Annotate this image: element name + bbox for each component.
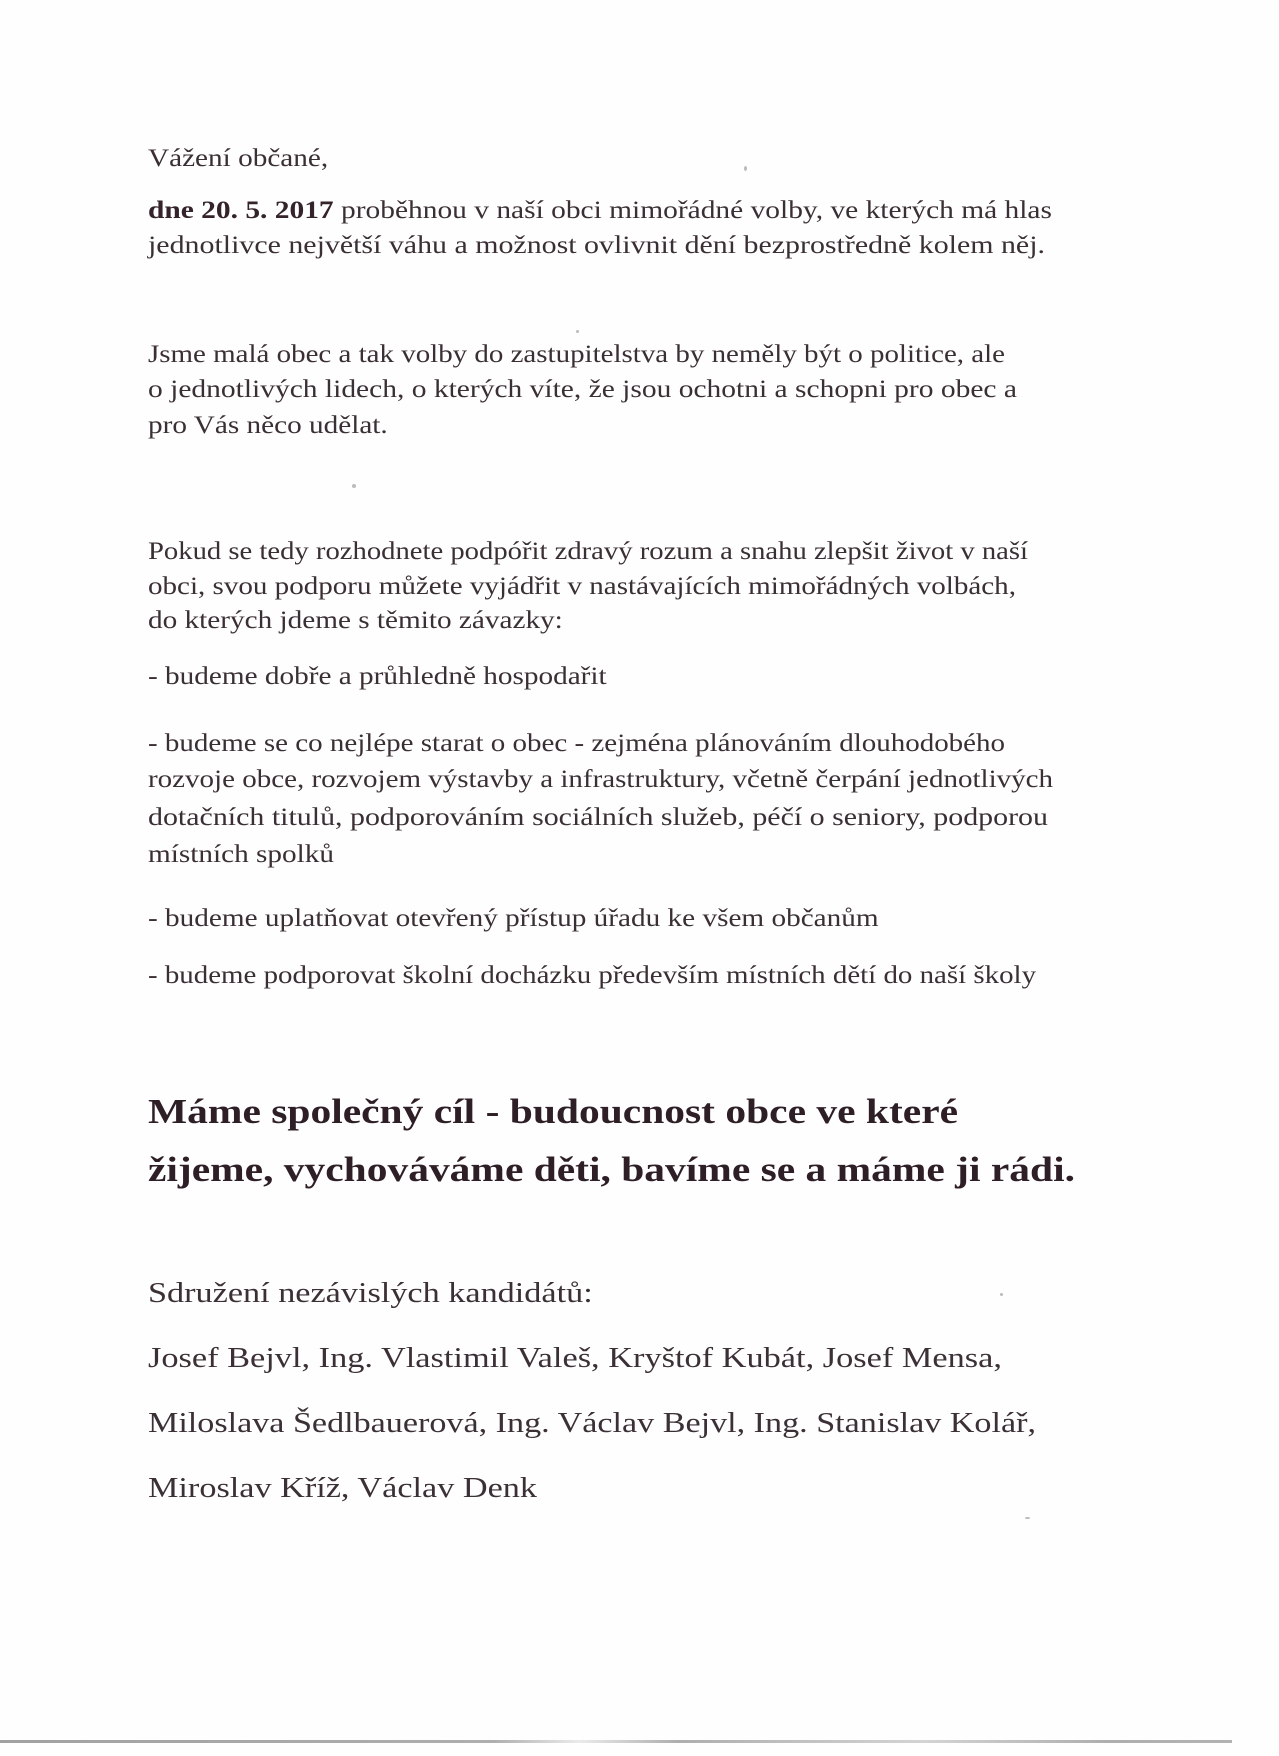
- signature-names-line-2: Miloslava Šedlbauerová, Ing. Václav Bejvl, Ing. Stanislav Kolář,: [148, 1407, 1036, 1439]
- election-date: dne 20. 5. 2017: [148, 197, 334, 224]
- intro-line-1: [148, 198, 1052, 223]
- signature-names-line-1: Josef Bejvl, Ing. Vlastimil Valeš, Kryštof Kubát, Josef Mensa,: [148, 1342, 1002, 1374]
- paragraph2-line-1: Jsme malá obec a tak volby do zastupitelstva by neměly být o politice, ale: [148, 341, 1006, 368]
- scan-speck: [576, 330, 579, 333]
- paragraph3-line-1: Pokud se tedy rozhodnete podpóřit zdravý rozum a snahu zlepšit život v naší: [148, 538, 1028, 565]
- signature-names-line-3: Miroslav Kříž, Václav Denk: [148, 1472, 537, 1504]
- paragraph3-line-2: obci, svou podporu můžete vyjádřit v nastávajících mimořádných volbách,: [148, 573, 1016, 600]
- commitment-4: - budeme podporovat školní docházku především místních dětí do naší školy: [148, 962, 1037, 989]
- intro-line-1-text: proběhnou v naší obci mimořádné volby, ve kterých má hlas: [333, 197, 1052, 224]
- commitment-1: - budeme dobře a průhledně hospodařit: [148, 663, 607, 690]
- scan-speck: [1000, 1293, 1003, 1296]
- scan-speck: [352, 484, 356, 488]
- intro-line-2: jednotlivce největší váhu a možnost ovlivnit dění bezprostředně kolem něj.: [148, 232, 1046, 259]
- greeting: Vážení občané,: [148, 145, 329, 172]
- paragraph2-line-2: o jednotlivých lidech, o kterých víte, že jsou ochotni a schopni pro obec a: [148, 376, 1017, 403]
- paragraph3-line-3: do kterých jdeme s těmito závazky:: [148, 607, 563, 634]
- commitment-2-line-3: dotačních titulů, podporováním sociálních služeb, péčí o seniory, podporou: [148, 804, 1048, 831]
- commitment-2-line-1: - budeme se co nejlépe starat o obec - zejména plánováním dlouhodobého: [148, 730, 1006, 757]
- slogan-line-2: žijeme, vychováváme děti, bavíme se a máme ji rádi.: [148, 1150, 1075, 1189]
- signature-heading: Sdružení nezávislých kandidátů:: [148, 1277, 593, 1309]
- scan-speck: [744, 166, 747, 171]
- scan-speck: [1025, 1517, 1030, 1519]
- commitment-2-line-4: místních spolků: [148, 841, 334, 868]
- commitment-3: - budeme uplatňovat otevřený přístup úřadu ke všem občanům: [148, 905, 879, 932]
- scan-edge-line: [0, 1740, 1232, 1743]
- commitment-2-line-2: rozvoje obce, rozvojem výstavby a infrastruktury, včetně čerpání jednotlivých: [148, 766, 1054, 793]
- slogan-line-1: Máme společný cíl - budoucnost obce ve které: [148, 1092, 959, 1131]
- paragraph2-line-3: pro Vás něco udělat.: [148, 412, 388, 439]
